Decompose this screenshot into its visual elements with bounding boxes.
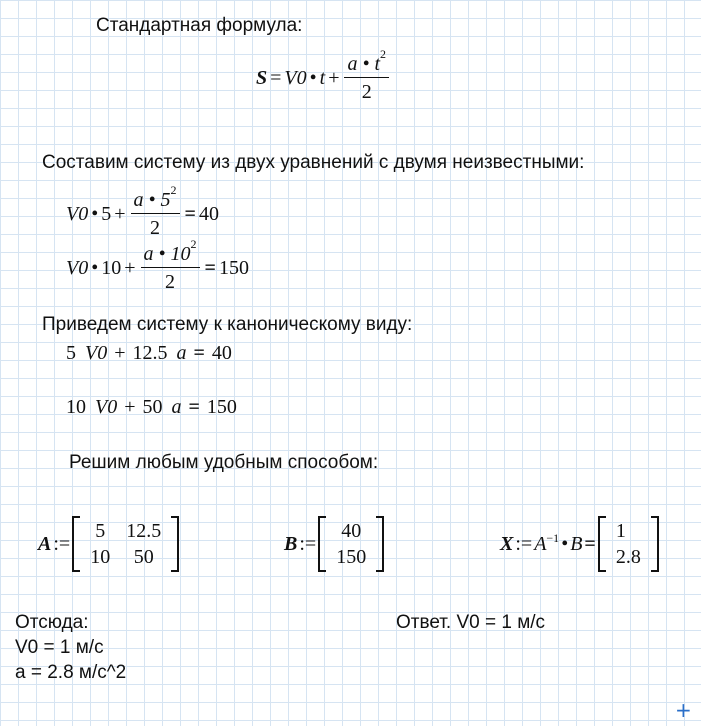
formula-lhs: S	[256, 67, 268, 89]
result-a: a = 2.8 м/с^2	[15, 662, 127, 683]
eq1-exponent: 2	[170, 183, 177, 197]
matrix-A-definition	[38, 516, 179, 572]
canon1-rhs: 40	[211, 342, 232, 364]
eq2-dot: •	[91, 257, 99, 279]
matrix-X-assign: :=	[515, 533, 533, 555]
formula-exponent: 2	[380, 47, 387, 61]
eq1-v0: V0	[66, 203, 89, 225]
result-v0: V0 = 1 м/с	[15, 637, 104, 658]
canon2-c2: 50	[142, 396, 163, 418]
formula-t: t	[319, 67, 326, 89]
canon2-equals: =	[188, 396, 200, 418]
matrix-X-inverse: −1	[546, 531, 560, 545]
eq2-denominator: 2	[165, 271, 176, 293]
formula-dot: •	[309, 67, 317, 89]
eq1-numerator: a • 5	[133, 189, 171, 211]
heading-standard-formula: Стандартная формула:	[96, 15, 303, 36]
matrix-B	[318, 516, 384, 572]
equation-2	[66, 237, 249, 293]
matrix-A-assign: :=	[53, 533, 71, 555]
eq1-denominator: 2	[150, 217, 161, 239]
matrix-B-definition	[284, 516, 384, 572]
canon1-plus: +	[114, 342, 126, 364]
matrix-B-name: B	[284, 533, 298, 555]
canon2-plus: +	[124, 396, 136, 418]
matrix-A-cell: 10	[90, 546, 111, 568]
eq2-equals: =	[204, 257, 216, 279]
canon1-equals: =	[193, 342, 205, 364]
heading-solve: Решим любым удобным способом:	[69, 452, 379, 473]
canon1-v0: V0	[85, 342, 108, 364]
matrix-X-expr-a: A	[534, 533, 547, 555]
formula-denominator: 2	[361, 81, 372, 103]
matrix-A	[72, 516, 179, 572]
eq1-plus: +	[114, 203, 126, 225]
matrix-X-cell: 1	[615, 520, 626, 542]
matrix-B-assign: :=	[299, 533, 317, 555]
plus-icon[interactable]: +	[675, 698, 692, 722]
matrix-X-expr-b: B	[570, 533, 583, 555]
heading-system: Составим систему из двух уравнений с двумя неизвестными:	[42, 152, 585, 173]
canon2-c1: 10	[66, 396, 86, 418]
eq1-equals: =	[184, 203, 196, 225]
matrix-X-equals: =	[584, 533, 596, 555]
formula-standard: S = V0 • t + $\frac{a • t^2}{2}$	[256, 54, 391, 102]
eq2-rhs: 150	[218, 257, 249, 279]
canon1-a: a	[176, 342, 187, 364]
canon2-a: a	[171, 396, 182, 418]
matrix-A-cell: 12.5	[126, 520, 162, 542]
eq2-coef: 10	[101, 257, 122, 279]
eq2-exponent: 2	[190, 237, 197, 251]
heading-canonical: Приведем систему к каноническому виду:	[42, 314, 413, 335]
eq1-rhs: 40	[198, 203, 219, 225]
canonical-equation-1	[66, 343, 232, 363]
matrix-X-dot: •	[561, 533, 569, 555]
matrix-X	[598, 516, 659, 572]
canon2-rhs: 150	[206, 396, 237, 418]
matrix-X-name: X	[500, 533, 514, 555]
formula-v0: V0	[284, 67, 307, 89]
eq2-fraction	[141, 237, 200, 293]
eq2-v0: V0	[66, 257, 89, 279]
matrix-B-cell: 40	[341, 520, 362, 542]
eq2-plus: +	[124, 257, 136, 279]
answer: Ответ. V0 = 1 м/с	[396, 612, 546, 633]
formula-plus: +	[328, 67, 340, 89]
eq2-numerator: a • 10	[143, 243, 191, 265]
canonical-equation-2	[66, 397, 237, 417]
eq1-dot: •	[91, 203, 99, 225]
matrix-X-cell: 2.8	[615, 546, 641, 568]
matrix-X-definition	[500, 516, 659, 572]
equation-1	[66, 183, 219, 239]
matrix-A-cell: 50	[133, 546, 154, 568]
matrix-A-name: A	[38, 533, 52, 555]
matrix-B-cell: 150	[336, 546, 367, 568]
formula-fraction	[344, 47, 389, 103]
matrix-A-cell: 5	[95, 520, 106, 542]
formula-numerator: a • t	[347, 53, 381, 75]
eq1-fraction	[131, 183, 180, 239]
eq1-coef: 5	[101, 203, 112, 225]
canon1-c1: 5	[66, 342, 76, 364]
canon2-v0: V0	[95, 396, 118, 418]
canon1-c2: 12.5	[132, 342, 168, 364]
result-label: Отсюда:	[15, 612, 89, 633]
